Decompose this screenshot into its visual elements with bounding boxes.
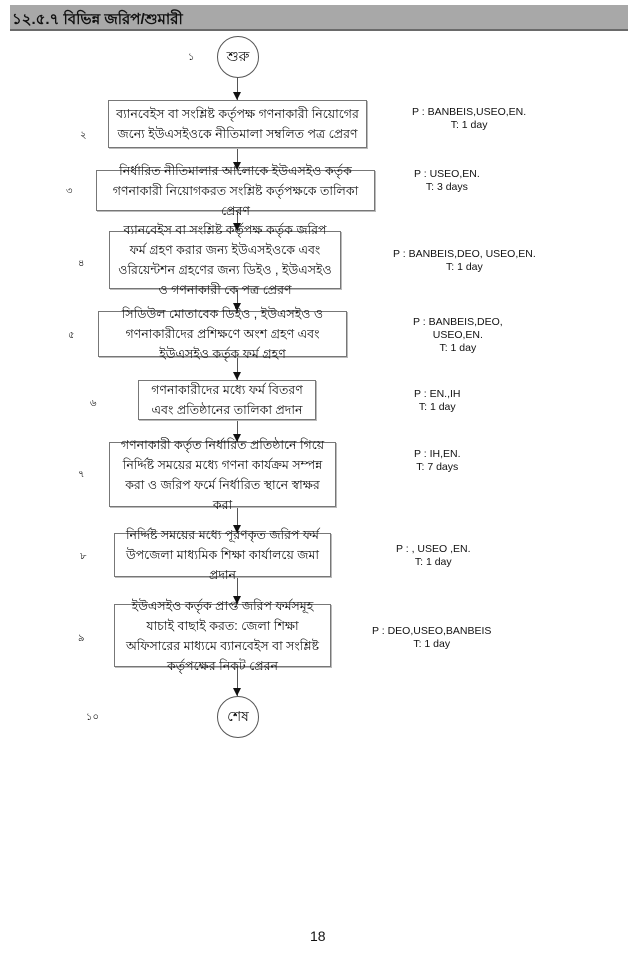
responsible: P : DEO,USEO,BANBEIS xyxy=(372,625,492,637)
page-number: 18 xyxy=(310,928,326,944)
responsible: P : IH,EN. xyxy=(414,448,461,460)
step-number: ৮ xyxy=(80,551,87,562)
step-text: সিডিউল মোতাবেক ডিইও , ইউএসইও ও গণনাকারীদের প্রশিক্ষণে অংশ গ্রহণ এবং ইউএসইও কর্তৃক ফর্ম গ্রহণ xyxy=(121,307,324,361)
time: T: 1 day xyxy=(450,119,488,131)
step-number: ৪ xyxy=(78,258,85,269)
process-box xyxy=(98,307,347,361)
step-text: ইউএসইও কর্তৃক প্রাপ্ত জরিপ ফর্মসমূহ যাচাই বাছাই করত: জেলা শিক্ষা অফিসারের মাধ্যমে ব্যানবেইস বা সংশ্লিষ্ট কর্তৃপক্ষের নিকট প্রেরন xyxy=(125,598,320,673)
responsible: P : , USEO ,EN. xyxy=(396,543,471,555)
step-text: ব্যানবেইস বা সংশ্লিষ্ট কর্তৃপক্ষ গণনাকারী নিয়োগের জন্যে ইউএসইওকে নীতিমালা সম্বলিত পত্র প্রেরণ xyxy=(116,107,359,141)
step-number: ৯ xyxy=(78,633,85,644)
arrow-icon xyxy=(233,92,241,100)
time: T: 1 day xyxy=(418,401,456,413)
section-title: ১২.৫.৭ বিভিন্ন জরিপ/শুমারী xyxy=(12,11,183,28)
step-meta xyxy=(414,168,480,194)
step-text: নির্দ্দিষ্ট সময়ের মধ্যে পূরণকৃত জরিপ ফর্ম উপজেলা মাধ্যমিক শিক্ষা কার্যালয়ে জমা প্রদান xyxy=(125,528,320,582)
step-number: ২ xyxy=(80,130,87,141)
process-box xyxy=(138,380,316,420)
responsible: P : BANBEIS,DEO, USEO,EN. xyxy=(393,248,536,260)
step-text: গণনাকারীদের মধ্যে ফর্ম বিতরণ এবং প্রতিষ্ঠানের তালিকা প্রদান xyxy=(151,383,303,417)
process-box xyxy=(109,223,341,297)
step-meta xyxy=(372,625,491,651)
time: T: 3 days xyxy=(425,181,468,193)
responsible: P : BANBEIS,USEO,EN. xyxy=(412,106,527,118)
step-meta xyxy=(414,388,461,414)
end-node xyxy=(217,696,259,738)
time: T: 7 days xyxy=(416,461,459,473)
step-meta xyxy=(414,448,461,474)
responsible: P : BANBEIS,DEO, USEO,EN. xyxy=(413,316,503,341)
end-label: শেষ xyxy=(227,708,249,724)
section-header xyxy=(10,5,628,31)
start-label: শুরু xyxy=(226,48,250,64)
step-meta xyxy=(396,543,471,569)
start-node xyxy=(217,36,259,78)
process-box xyxy=(114,598,331,673)
step-number: ৫ xyxy=(68,330,75,341)
step-meta xyxy=(412,106,526,132)
time: T: 1 day xyxy=(414,556,452,568)
process-box xyxy=(108,100,367,148)
time: T: 1 day xyxy=(445,261,483,273)
arrow-icon xyxy=(233,688,241,696)
process-box xyxy=(109,437,336,512)
responsible: P : EN.,IH xyxy=(414,388,461,400)
step-number: ১০ xyxy=(86,712,99,723)
step-number: ৩ xyxy=(66,186,73,197)
process-box xyxy=(114,528,331,582)
step-meta xyxy=(393,248,536,274)
process-box xyxy=(96,163,375,218)
time: T: 1 day xyxy=(413,638,451,650)
step-number: ৭ xyxy=(78,469,85,480)
arrow-icon xyxy=(233,372,241,380)
step-number: ৬ xyxy=(90,398,97,409)
step-number: ১ xyxy=(188,52,195,63)
step-text: গণনাকারী কর্তৃত নির্ধারিত প্রতিষ্ঠানে গিয়ে নির্দ্দিষ্ট সময়ের মধ্যে গণনা কার্যক্রম সম্পন্ন করা ও জরিপ ফর্মে নির্ধারিত স্থানে স্বাক্ষর করা xyxy=(120,437,325,512)
time: T: 1 day xyxy=(439,342,477,354)
responsible: P : USEO,EN. xyxy=(414,168,480,180)
step-meta xyxy=(413,316,503,355)
step-text: ব্যানবেইস বা সংশ্লিষ্ট কর্তৃপক্ষ কর্তৃক জরিপ ফর্ম গ্রহণ করার জন্য ইউএসইওকে এবং ওরিয়েন্টশন গ্রহণের জন্য ডিইও , ইউএসইও ও গণনাকারী কে পত্র প্রেরণ xyxy=(118,223,332,297)
step-text: নির্ধারিত নীতিমালার আলোকে ইউএসইও কর্তৃক গণনাকারী নিয়োগকরত সংশ্লিষ্ট কর্তৃপক্ষকে তালিকা প্রেরণ xyxy=(112,163,359,218)
